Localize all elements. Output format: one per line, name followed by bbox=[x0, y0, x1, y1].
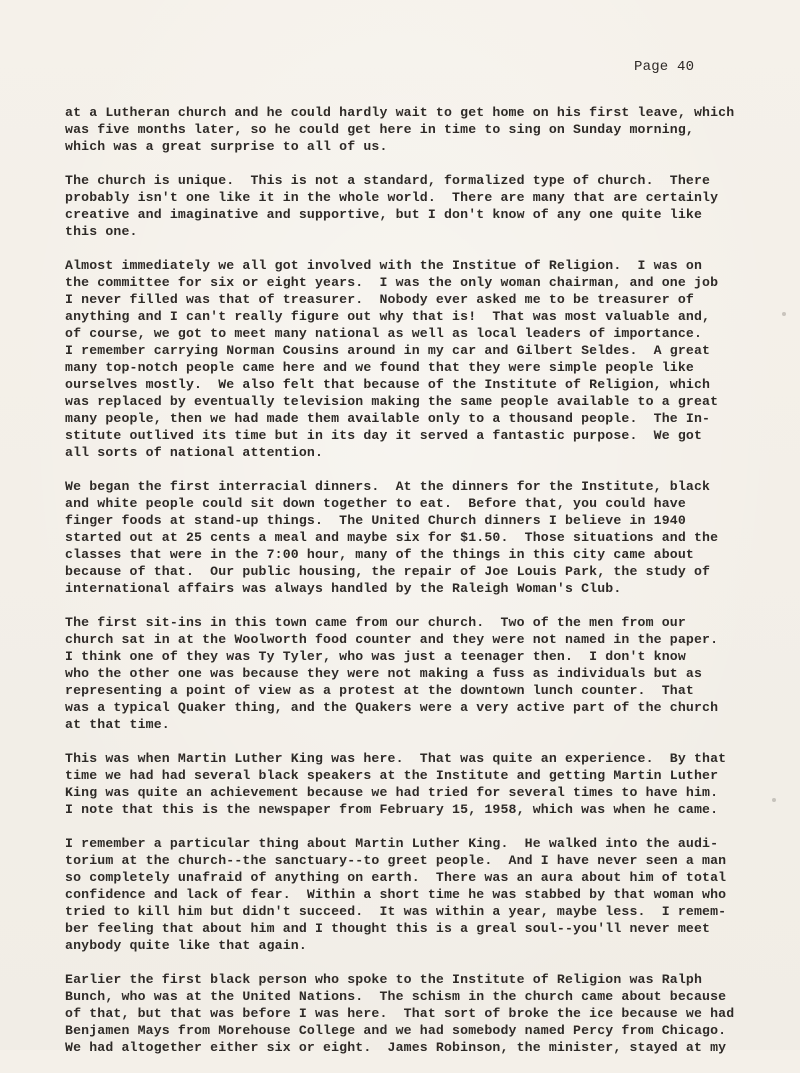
text-line: which was a great surprise to all of us. bbox=[65, 139, 388, 154]
paragraph bbox=[65, 750, 745, 818]
paragraph bbox=[65, 257, 745, 461]
page-number: Page 40 bbox=[634, 59, 695, 75]
text-line: all sorts of national attention. bbox=[65, 445, 324, 460]
document-body bbox=[65, 104, 745, 1073]
text-line: We had altogether either six or eight. James Robinson, the minister, stayed at my bbox=[65, 1040, 727, 1055]
text-line: ber feeling that about him and I thought this is a greal soul--you'll never meet bbox=[65, 921, 711, 936]
text-line: I never filled was that of treasurer. Nobody ever asked me to be treasurer of bbox=[65, 292, 694, 307]
text-line: the committee for six or eight years. I was the only woman chairman, and one job bbox=[65, 275, 719, 290]
text-line: probably isn't one like it in the whole world. There are many that are certainly bbox=[65, 190, 719, 205]
text-line: I think one of they was Ty Tyler, who was just a teenager then. I don't know bbox=[65, 649, 686, 664]
text-line: torium at the church--the sanctuary--to greet people. And I have never seen a man bbox=[65, 853, 727, 868]
text-line: at that time. bbox=[65, 717, 170, 732]
text-line: international affairs was always handled by the Raleigh Woman's Club. bbox=[65, 581, 622, 596]
text-line: many people, then we had made them available only to a thousand people. The In- bbox=[65, 411, 711, 426]
text-line: ourselves mostly. We also felt that because of the Institute of Religion, which bbox=[65, 377, 711, 392]
text-line: King was quite an achievement because we had tried for several times to have him. bbox=[65, 785, 719, 800]
paragraph bbox=[65, 971, 745, 1056]
margin-speck bbox=[772, 798, 776, 802]
text-line: I remember a particular thing about Martin Luther King. He walked into the audi- bbox=[65, 836, 719, 851]
text-line: church sat in at the Woolworth food counter and they were not named in the paper. bbox=[65, 632, 719, 647]
text-line: Almost immediately we all got involved with the Institue of Religion. I was on bbox=[65, 258, 703, 273]
text-line: was replaced by eventually television making the same people available to a great bbox=[65, 394, 719, 409]
text-line: so completely unafraid of anything on earth. There was an aura about him of total bbox=[65, 870, 727, 885]
text-line: confidence and lack of fear. Within a short time he was stabbed by that woman who bbox=[65, 887, 727, 902]
text-line: many top-notch people came here and we found that they were simple people like bbox=[65, 360, 694, 375]
text-line: stitute outlived its time but in its day it served a fantastic purpose. We got bbox=[65, 428, 703, 443]
text-line: tried to kill him but didn't succeed. It was within a year, maybe less. I remem- bbox=[65, 904, 727, 919]
text-line: I remember carrying Norman Cousins around in my car and Gilbert Seldes. A great bbox=[65, 343, 711, 358]
text-line: and white people could sit down together to eat. Before that, you could have bbox=[65, 496, 686, 511]
paragraph bbox=[65, 104, 745, 155]
text-line: finger foods at stand-up things. The United Church dinners I believe in 1940 bbox=[65, 513, 686, 528]
text-line: who the other one was because they were not making a fuss as individuals but as bbox=[65, 666, 703, 681]
text-line: The church is unique. This is not a standard, formalized type of church. There bbox=[65, 173, 711, 188]
text-line: at a Lutheran church and he could hardly wait to get home on his first leave, which bbox=[65, 105, 735, 120]
text-line: started out at 25 cents a meal and maybe six for $1.50. Those situations and the bbox=[65, 530, 719, 545]
text-line: I note that this is the newspaper from February 15, 1958, which was when he came. bbox=[65, 802, 719, 817]
text-line: was a typical Quaker thing, and the Quakers were a very active part of the church bbox=[65, 700, 719, 715]
text-line: We began the first interracial dinners. At the dinners for the Institute, black bbox=[65, 479, 711, 494]
text-line: classes that were in the 7:00 hour, many of the things in this city came about bbox=[65, 547, 694, 562]
paragraph bbox=[65, 614, 745, 733]
paragraph bbox=[65, 835, 745, 954]
text-line: of course, we got to meet many national as well as local leaders of importance. bbox=[65, 326, 703, 341]
margin-speck bbox=[782, 312, 786, 316]
text-line: This was when Martin Luther King was here. That was quite an experience. By that bbox=[65, 751, 727, 766]
paragraph bbox=[65, 478, 745, 597]
text-line: anything and I can't really figure out why that is! That was most valuable and, bbox=[65, 309, 711, 324]
text-line: was five months later, so he could get here in time to sing on Sunday morning, bbox=[65, 122, 694, 137]
text-line: time we had had several black speakers at the Institute and getting Martin Luther bbox=[65, 768, 719, 783]
text-line: creative and imaginative and supportive, but I don't know of any one quite like bbox=[65, 207, 703, 222]
text-line: of that, but that was before I was here. That sort of broke the ice because we had bbox=[65, 1006, 735, 1021]
text-line: Bunch, who was at the United Nations. The schism in the church came about because bbox=[65, 989, 727, 1004]
text-line: The first sit-ins in this town came from our church. Two of the men from our bbox=[65, 615, 686, 630]
text-line: Benjamen Mays from Morehouse College and we had somebody named Percy from Chicago. bbox=[65, 1023, 727, 1038]
text-line: Earlier the first black person who spoke to the Institute of Religion was Ralph bbox=[65, 972, 703, 987]
text-line: this one. bbox=[65, 224, 138, 239]
text-line: because of that. Our public housing, the repair of Joe Louis Park, the study of bbox=[65, 564, 711, 579]
paragraph bbox=[65, 172, 745, 240]
text-line: anybody quite like that again. bbox=[65, 938, 307, 953]
text-line: representing a point of view as a protest at the downtown lunch counter. That bbox=[65, 683, 694, 698]
